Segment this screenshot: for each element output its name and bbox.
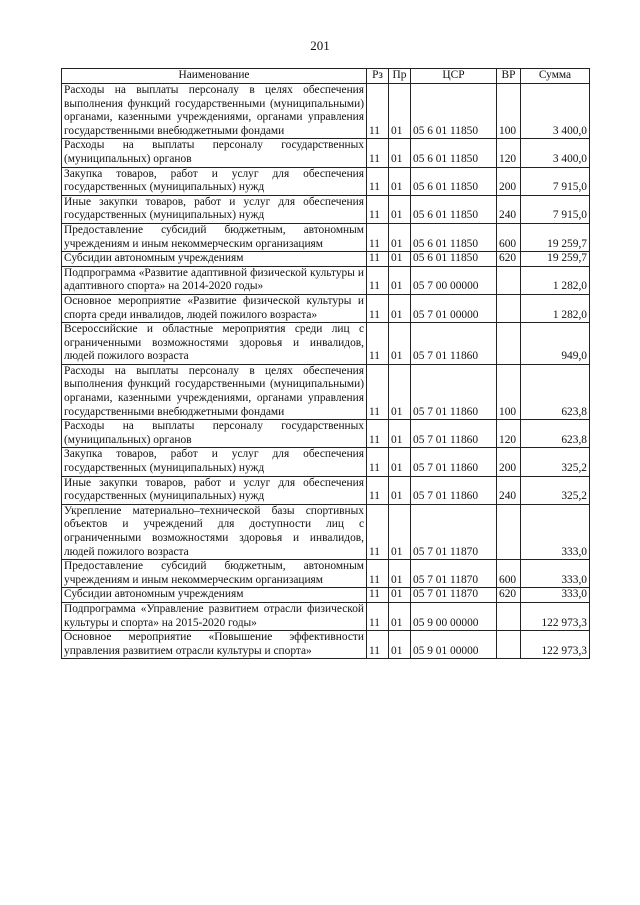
cell-name: Иные закупки товаров, работ и услуг для обеспечения государственных (муниципальных) нужд: [62, 195, 367, 223]
cell-vr: 100: [497, 84, 521, 139]
cell-rz: 11: [367, 588, 389, 603]
cell-sum: 3 400,0: [521, 139, 590, 167]
cell-csr: 05 6 01 11850: [411, 223, 497, 251]
cell-sum: 623,8: [521, 420, 590, 448]
cell-name: Всероссийские и областные мероприятия среди лиц с ограниченными возможностями здоровья и инвалидов, людей пожилого возраста: [62, 323, 367, 365]
table-row: [62, 448, 590, 476]
cell-pr: 01: [389, 420, 411, 448]
cell-sum: 3 400,0: [521, 84, 590, 139]
cell-rz: 11: [367, 602, 389, 630]
cell-vr: [497, 323, 521, 365]
cell-pr: 01: [389, 252, 411, 267]
cell-rz: 11: [367, 504, 389, 559]
table-row: [62, 364, 590, 419]
table-row: [62, 167, 590, 195]
cell-rz: 11: [367, 420, 389, 448]
table-row: [62, 560, 590, 588]
cell-pr: 01: [389, 195, 411, 223]
cell-csr: 05 6 01 11850: [411, 167, 497, 195]
cell-csr: 05 6 01 11850: [411, 139, 497, 167]
cell-vr: [497, 504, 521, 559]
table-row: [62, 476, 590, 504]
table-row: [62, 420, 590, 448]
cell-pr: 01: [389, 504, 411, 559]
cell-name: Основное мероприятие «Повышение эффективности управления развитием отрасли культуры и спорта»: [62, 631, 367, 659]
cell-pr: 01: [389, 223, 411, 251]
cell-name: Подпрограмма «Управление развитием отрасли физической культуры и спорта» на 2015-2020 годы»: [62, 602, 367, 630]
cell-rz: 11: [367, 323, 389, 365]
cell-csr: 05 7 01 11870: [411, 560, 497, 588]
cell-sum: 333,0: [521, 560, 590, 588]
cell-name: Расходы на выплаты персоналу в целях обеспечения выполнения функций государственными (муниципальными) органами, казенными учреждениями, органами управления государственными внебюджетными фондами: [62, 84, 367, 139]
cell-name: Расходы на выплаты персоналу государственных (муниципальных) органов: [62, 139, 367, 167]
cell-vr: 120: [497, 420, 521, 448]
cell-sum: 623,8: [521, 364, 590, 419]
cell-sum: 1 282,0: [521, 294, 590, 322]
cell-vr: 600: [497, 560, 521, 588]
cell-rz: 11: [367, 223, 389, 251]
cell-pr: 01: [389, 84, 411, 139]
cell-pr: 01: [389, 364, 411, 419]
cell-sum: 19 259,7: [521, 252, 590, 267]
cell-name: Подпрограмма «Развитие адаптивной физической культуры и адаптивного спорта» на 2014-2020 годы»: [62, 266, 367, 294]
cell-name: Предоставление субсидий бюджетным, автономным учреждениям и иным некоммерческим организациям: [62, 223, 367, 251]
column-header-name: Наименование: [62, 69, 367, 84]
cell-csr: 05 6 01 11850: [411, 195, 497, 223]
table-row: [62, 252, 590, 267]
table-row: [62, 294, 590, 322]
cell-vr: 620: [497, 252, 521, 267]
cell-name: Основное мероприятие «Развитие физической культуры и спорта среди инвалидов, людей пожилого возраста»: [62, 294, 367, 322]
column-header-sum: Сумма: [521, 69, 590, 84]
cell-csr: 05 7 01 11870: [411, 504, 497, 559]
cell-vr: 600: [497, 223, 521, 251]
table-row: [62, 139, 590, 167]
cell-vr: 200: [497, 448, 521, 476]
cell-sum: 122 973,3: [521, 602, 590, 630]
cell-csr: 05 7 00 00000: [411, 266, 497, 294]
cell-rz: 11: [367, 167, 389, 195]
cell-csr: 05 7 01 11870: [411, 588, 497, 603]
cell-rz: 11: [367, 266, 389, 294]
cell-vr: [497, 602, 521, 630]
cell-rz: 11: [367, 560, 389, 588]
cell-csr: 05 7 01 11860: [411, 476, 497, 504]
cell-pr: 01: [389, 560, 411, 588]
cell-sum: 325,2: [521, 448, 590, 476]
table-row: [62, 84, 590, 139]
table-row: [62, 323, 590, 365]
cell-sum: 19 259,7: [521, 223, 590, 251]
table-row: [62, 602, 590, 630]
cell-csr: 05 7 01 00000: [411, 294, 497, 322]
column-header-csr: ЦСР: [411, 69, 497, 84]
cell-sum: 325,2: [521, 476, 590, 504]
cell-sum: 949,0: [521, 323, 590, 365]
cell-pr: 01: [389, 167, 411, 195]
cell-rz: 11: [367, 294, 389, 322]
cell-rz: 11: [367, 252, 389, 267]
cell-csr: 05 7 01 11860: [411, 420, 497, 448]
cell-vr: 200: [497, 167, 521, 195]
cell-rz: 11: [367, 139, 389, 167]
cell-csr: 05 9 00 00000: [411, 602, 497, 630]
cell-vr: 240: [497, 476, 521, 504]
cell-vr: [497, 266, 521, 294]
cell-rz: 11: [367, 476, 389, 504]
cell-sum: 1 282,0: [521, 266, 590, 294]
cell-pr: 01: [389, 476, 411, 504]
cell-vr: 120: [497, 139, 521, 167]
cell-csr: 05 7 01 11860: [411, 323, 497, 365]
table-body: [62, 84, 590, 659]
cell-vr: [497, 294, 521, 322]
table-row: [62, 588, 590, 603]
cell-sum: 122 973,3: [521, 631, 590, 659]
cell-sum: 333,0: [521, 504, 590, 559]
cell-sum: 7 915,0: [521, 195, 590, 223]
cell-name: Расходы на выплаты персоналу в целях обеспечения выполнения функций государственными (муниципальными) органами, казенными учреждениями, органами управления государственными внебюджетными фондами: [62, 364, 367, 419]
table-row: [62, 631, 590, 659]
cell-pr: 01: [389, 448, 411, 476]
cell-rz: 11: [367, 631, 389, 659]
cell-csr: 05 6 01 11850: [411, 252, 497, 267]
cell-rz: 11: [367, 364, 389, 419]
cell-vr: [497, 631, 521, 659]
cell-csr: 05 7 01 11860: [411, 448, 497, 476]
cell-pr: 01: [389, 602, 411, 630]
column-header-vr: ВР: [497, 69, 521, 84]
cell-rz: 11: [367, 195, 389, 223]
cell-csr: 05 7 01 11860: [411, 364, 497, 419]
cell-vr: 240: [497, 195, 521, 223]
cell-pr: 01: [389, 139, 411, 167]
table-row: [62, 266, 590, 294]
column-header-pr: Пр: [389, 69, 411, 84]
table-header-row: [62, 69, 590, 84]
cell-sum: 333,0: [521, 588, 590, 603]
cell-sum: 7 915,0: [521, 167, 590, 195]
cell-csr: 05 6 01 11850: [411, 84, 497, 139]
cell-pr: 01: [389, 266, 411, 294]
cell-csr: 05 9 01 00000: [411, 631, 497, 659]
cell-name: Предоставление субсидий бюджетным, автономным учреждениям и иным некоммерческим организациям: [62, 560, 367, 588]
cell-vr: 620: [497, 588, 521, 603]
table-row: [62, 504, 590, 559]
cell-name: Субсидии автономным учреждениям: [62, 252, 367, 267]
cell-rz: 11: [367, 84, 389, 139]
cell-vr: 100: [497, 364, 521, 419]
table-row: [62, 195, 590, 223]
table-row: [62, 223, 590, 251]
column-header-rz: Рз: [367, 69, 389, 84]
cell-name: Закупка товаров, работ и услуг для обеспечения государственных (муниципальных) нужд: [62, 167, 367, 195]
cell-name: Укрепление материально–технической базы спортивных объектов и учреждений для доступности лиц с ограниченными возможностями здоровья и инвалидов, людей пожилого возраста: [62, 504, 367, 559]
budget-table: [61, 68, 590, 659]
cell-pr: 01: [389, 323, 411, 365]
cell-name: Субсидии автономным учреждениям: [62, 588, 367, 603]
page-number: 201: [310, 38, 330, 53]
cell-name: Иные закупки товаров, работ и услуг для обеспечения государственных (муниципальных) нужд: [62, 476, 367, 504]
cell-pr: 01: [389, 294, 411, 322]
cell-rz: 11: [367, 448, 389, 476]
cell-pr: 01: [389, 631, 411, 659]
cell-pr: 01: [389, 588, 411, 603]
cell-name: Расходы на выплаты персоналу государственных (муниципальных) органов: [62, 420, 367, 448]
cell-name: Закупка товаров, работ и услуг для обеспечения государственных (муниципальных) нужд: [62, 448, 367, 476]
